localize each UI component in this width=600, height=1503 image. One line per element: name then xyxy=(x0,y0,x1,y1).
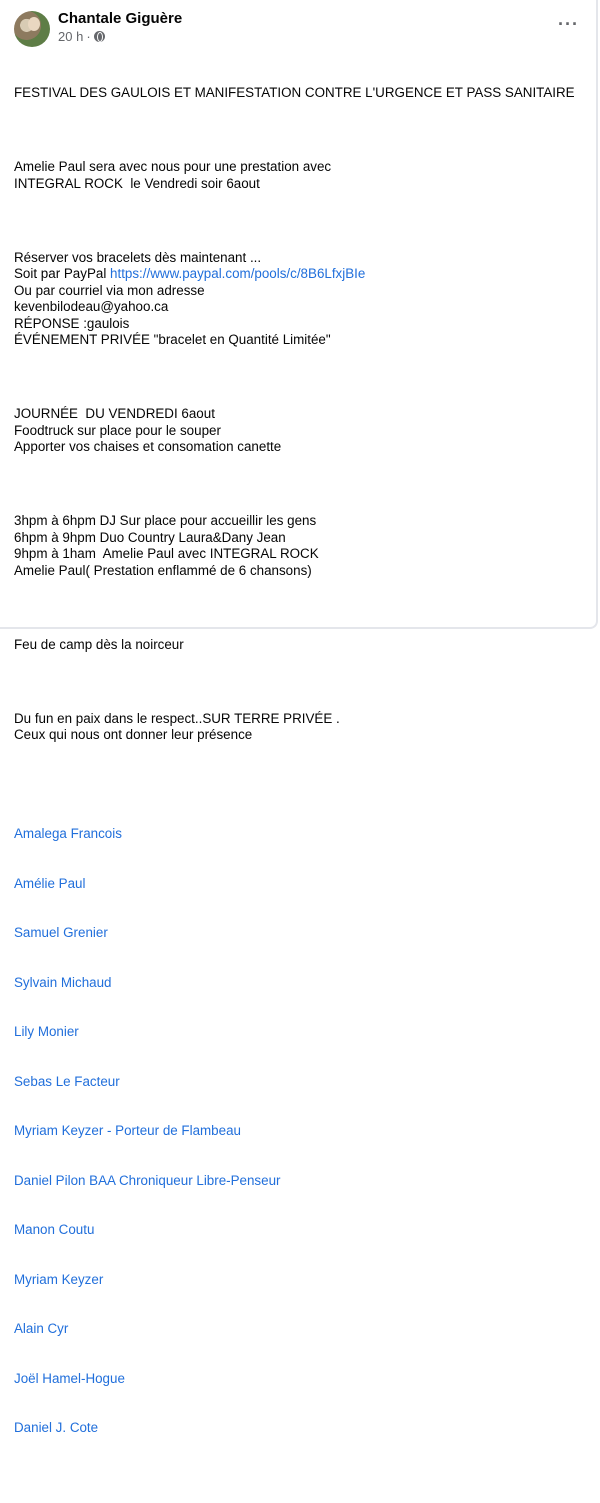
p2-line5: RÉPONSE :gaulois xyxy=(14,315,130,331)
tagged-person[interactable]: Daniel J. Cote xyxy=(14,1420,99,1435)
paypal-link[interactable]: https://www.paypal.com/pools/c/8B6LfxjBIe xyxy=(110,266,366,281)
p2-line4: kevenbilodeau@yahoo.ca xyxy=(14,299,169,314)
p4-line2: 6hpm à 9hpm Duo Country Laura&Dany Jean xyxy=(14,529,286,545)
post-time[interactable]: 20 h xyxy=(58,29,84,44)
p2-line6: ÉVÉNEMENT PRIVÉE "bracelet en Quantité Limitée" xyxy=(14,332,331,347)
tagged-person[interactable]: Joël Hamel-Hogue xyxy=(14,1370,125,1386)
p4-line1: 3hpm à 6hpm DJ Sur place pour accueillir les gens xyxy=(14,513,317,528)
post-meta xyxy=(58,29,105,44)
p1-line1: Amelie Paul sera avec nous pour une prestation avec xyxy=(14,159,332,174)
p1-line2: INTEGRAL ROCK le Vendredi soir 6aout xyxy=(14,175,260,191)
p3-line1: JOURNÉE DU VENDREDI 6aout xyxy=(14,406,215,421)
tagged-person[interactable]: Sylvain Michaud xyxy=(14,974,112,990)
post-title: FESTIVAL DES GAULOIS ET MANIFESTATION CONTRE L'URGENCE ET PASS SANITAIRE xyxy=(14,85,575,100)
tagged-person[interactable]: Samuel Grenier xyxy=(14,925,108,940)
paragraph-1 xyxy=(14,159,590,192)
post-body xyxy=(14,52,590,1503)
paragraph-2 xyxy=(14,250,590,349)
tagged-person[interactable]: Myriam Keyzer - Porteur de Flambeau xyxy=(14,1123,241,1138)
tagged-people-list xyxy=(14,793,590,1470)
paragraph-5 xyxy=(14,637,590,654)
tagged-person[interactable]: Amalega Francois xyxy=(14,826,122,841)
p2-line3: Ou par courriel via mon adresse xyxy=(14,282,205,298)
p6-line2: Ceux qui nous ont donner leur présence xyxy=(14,727,253,742)
tagged-person[interactable]: Alain Cyr xyxy=(14,1321,69,1336)
author-avatar[interactable] xyxy=(14,11,50,47)
more-options-icon[interactable]: ··· xyxy=(558,14,579,34)
tagged-person[interactable]: Sebas Le Facteur xyxy=(14,1073,120,1089)
tagged-person[interactable]: Daniel Pilon BAA Chroniqueur Libre-Penseur xyxy=(14,1172,281,1188)
tagged-person[interactable]: Manon Coutu xyxy=(14,1222,95,1237)
tagged-person[interactable]: Myriam Keyzer xyxy=(14,1271,104,1287)
p2-line2-prefix: Soit par PayPal xyxy=(14,266,111,281)
author-name[interactable]: Chantale Giguère xyxy=(58,10,183,27)
paragraph-4 xyxy=(14,513,590,579)
p6-line1: Du fun en paix dans le respect..SUR TERRE PRIVÉE . xyxy=(14,710,340,726)
tagged-person[interactable]: Amélie Paul xyxy=(14,875,86,891)
p3-line3: Apporter vos chaises et consomation canette xyxy=(14,439,282,454)
p5-line1: Feu de camp dès la noirceur xyxy=(14,636,184,652)
p4-line4: Amelie Paul( Prestation enflammé de 6 chansons) xyxy=(14,562,312,578)
p3-line2: Foodtruck sur place pour le souper xyxy=(14,422,221,438)
globe-icon[interactable] xyxy=(94,31,105,42)
tagged-person[interactable]: Lily Monier xyxy=(14,1024,79,1039)
paragraph-3 xyxy=(14,406,590,456)
paragraph-6 xyxy=(14,711,590,744)
p4-line3: 9hpm à 1ham Amelie Paul avec INTEGRAL ROCK xyxy=(14,546,319,561)
p2-line1: Réserver vos bracelets dès maintenant ... xyxy=(14,249,262,265)
meta-separator: · xyxy=(86,29,91,44)
